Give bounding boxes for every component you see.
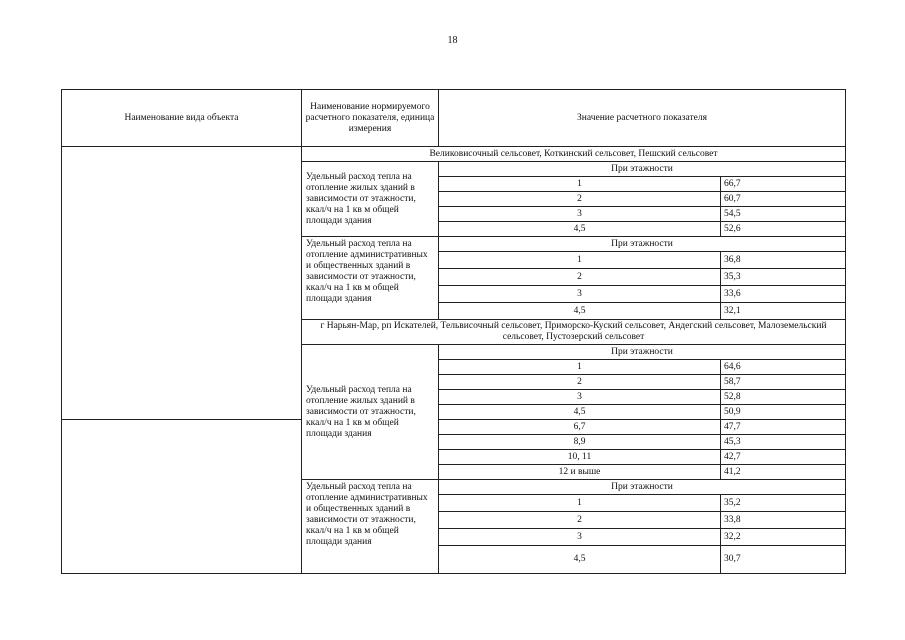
value-cell: 35,3 xyxy=(721,269,846,286)
floors-cell: 1 xyxy=(439,252,721,269)
value-cell: 33,8 xyxy=(721,512,846,529)
indicator-cell: Удельный расход тепла на отопление административных и общественных зданий в зависимости от этажности, ккал/ч на 1 кв м общей площади здания xyxy=(302,237,439,320)
floors-cell: 8,9 xyxy=(439,435,721,450)
norms-table xyxy=(61,89,846,574)
floors-cell: 3 xyxy=(439,390,721,405)
floors-subheader: При этажности xyxy=(439,162,846,177)
floors-cell: 3 xyxy=(439,529,721,546)
value-cell: 32,1 xyxy=(721,303,846,320)
value-cell: 52,8 xyxy=(721,390,846,405)
floors-cell: 12 и выше xyxy=(439,465,721,480)
value-cell: 64,6 xyxy=(721,360,846,375)
page-number: 18 xyxy=(447,35,458,46)
floors-cell: 1 xyxy=(439,360,721,375)
value-cell: 54,5 xyxy=(721,207,846,222)
floors-cell: 2 xyxy=(439,269,721,286)
object-type-cell-continued xyxy=(62,420,302,574)
value-cell: 45,3 xyxy=(721,435,846,450)
table-header-row xyxy=(62,90,846,147)
header-object-type: Наименование вида объекта xyxy=(62,90,302,147)
floors-subheader: При этажности xyxy=(439,237,846,252)
indicator-cell: Удельный расход тепла на отопление жилых зданий в зависимости от этажности, ккал/ч на 1 кв м общей площади здания xyxy=(302,345,439,480)
table-row xyxy=(62,420,846,435)
value-cell: 60,7 xyxy=(721,192,846,207)
floors-cell: 4,5 xyxy=(439,303,721,320)
header-indicator: Наименование нормируемого расчетного показателя, единица измерения xyxy=(302,90,439,147)
value-cell: 52,6 xyxy=(721,222,846,237)
floors-cell: 1 xyxy=(439,495,721,512)
floors-cell: 1 xyxy=(439,177,721,192)
floors-cell: 2 xyxy=(439,192,721,207)
zone-title: Великовисочный сельсовет, Коткинский сельсовет, Пешский сельсовет xyxy=(302,147,846,162)
floors-cell: 6,7 xyxy=(439,420,721,435)
floors-cell: 4,5 xyxy=(439,405,721,420)
value-cell: 41,2 xyxy=(721,465,846,480)
value-cell: 66,7 xyxy=(721,177,846,192)
value-cell: 36,8 xyxy=(721,252,846,269)
floors-cell: 2 xyxy=(439,375,721,390)
floors-cell: 4,5 xyxy=(439,222,721,237)
floors-cell: 3 xyxy=(439,207,721,222)
floors-cell: 4,5 xyxy=(439,546,721,574)
value-cell: 30,7 xyxy=(721,546,846,574)
header-value: Значение расчетного показателя xyxy=(439,90,846,147)
floors-cell: 2 xyxy=(439,512,721,529)
zone-title-row xyxy=(62,147,846,162)
value-cell: 47,7 xyxy=(721,420,846,435)
zone-title: г Нарьян-Мар, рп Искателей, Тельвисочный сельсовет, Приморско-Куский сельсовет, Андегский сельсовет, Малоземельский сельсовет, Пустозерский сельсовет xyxy=(302,320,846,345)
indicator-cell: Удельный расход тепла на отопление административных и общественных зданий в зависимости от этажности, ккал/ч на 1 кв м общей площади здания xyxy=(302,480,439,574)
floors-subheader: При этажности xyxy=(439,345,846,360)
value-cell: 42,7 xyxy=(721,450,846,465)
value-cell: 32,2 xyxy=(721,529,846,546)
indicator-cell: Удельный расход тепла на отопление жилых зданий в зависимости от этажности, ккал/ч на 1 кв м общей площади здания xyxy=(302,162,439,237)
object-type-cell xyxy=(62,147,302,420)
value-cell: 50,9 xyxy=(721,405,846,420)
floors-subheader: При этажности xyxy=(439,480,846,495)
value-cell: 58,7 xyxy=(721,375,846,390)
floors-cell: 3 xyxy=(439,286,721,303)
value-cell: 35,2 xyxy=(721,495,846,512)
value-cell: 33,6 xyxy=(721,286,846,303)
floors-cell: 10, 11 xyxy=(439,450,721,465)
